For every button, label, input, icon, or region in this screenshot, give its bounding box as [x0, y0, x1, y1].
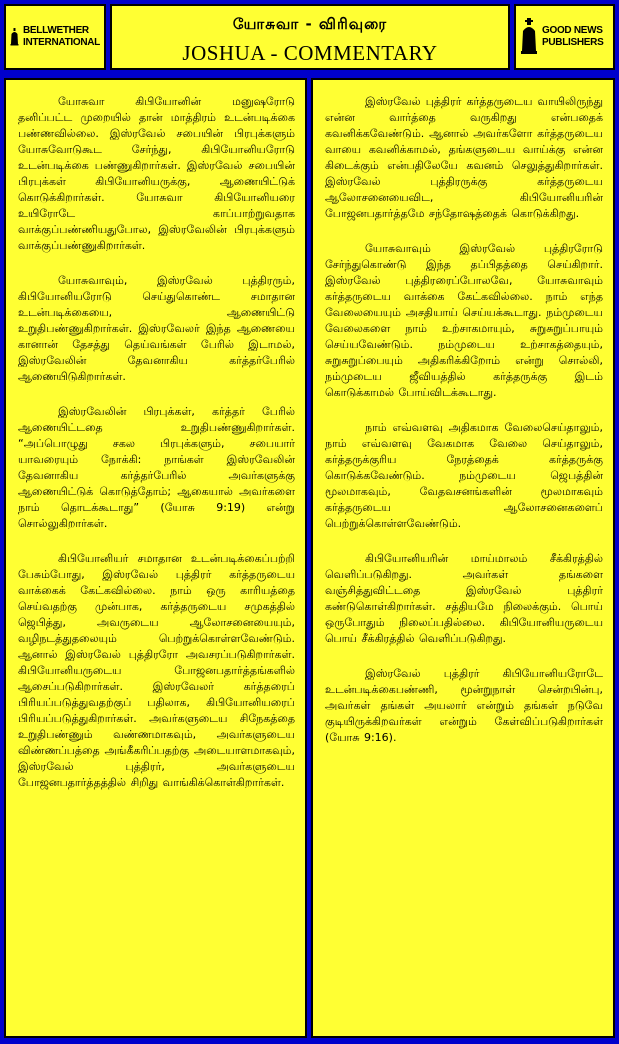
bellwether-logo — [4, 4, 106, 70]
bellwether-line2: INTERNATIONAL — [22, 37, 100, 48]
left-column — [4, 78, 307, 1038]
good-news-logo — [514, 4, 615, 70]
bellwether-icon — [10, 17, 19, 57]
title-box — [110, 4, 510, 70]
good-news-line2: PUBLISHERS — [542, 37, 604, 48]
paragraph: யோசுவாவும், இஸ்ரவேல் புத்திரரும், கிபியோனியரோடு செய்துகொண்ட சமாதான உடன்படிக்கையை, ஆணையிட்டு உறுதிபண்ணுகிறார்கள். இஸ்ரவேலர் இந்த ஆணையை கானான் தேசத்து தெய்வங்கள் பேரில் இடாமல், இஸ்ரவேலின் தேவனாகிய கர்த்தர்பேரில் ஆணையிடுகிறார்கள். — [18, 274, 295, 383]
paragraph: இஸ்ரவேல் புத்திரர் கிபியோனியரோடே உடன்படிக்கைபண்ணி, மூன்றுநாள் சென்றபின்பு, அவர்கள் தங்கள் அயலார் என்றும் தங்கள் நடுவே குடியிருக்கிறவர்கள் என்றும் கேள்விப்படுகிறார்கள் (யோசு 9:16). — [325, 667, 603, 744]
paragraph: யோசுவாவும் இஸ்ரவேல் புத்திரரோடு சேர்ந்துகொண்டு இந்த தப்பிதத்தை செய்கிறார். இஸ்ரவேல் புத்திரரைப்போலவே, யோசுவாவும் கர்த்தருடைய வாக்கை கேட்கவில்லை. நாம் எந்த வேலையையும் அசதியாய் செய்யக்கூடாது. நம்முடைய வேலைகளை நாம் உற்சாகமாயும், சுறுசுறுப்பாயும் செய்யவேண்டும். நம்முடைய உற்சாகத்தையும், சுறுசுறுப்பையும் அதிகரிக்கிறோம் என்று சொல்லி, நம்முடைய ஜீவியத்தில் கர்த்தருக்கு இடம் கொடுக்காமல் போய்விடக்கூடாது. — [325, 242, 603, 399]
paragraph: யோசுவா கிபியோனின் மனுஷரோடு தனிப்பட்ட முறையில் தான் மாத்திரம் உடன்படிக்கை பண்ணவில்லை. இஸ்ரவேல் சபையின் பிரபுக்களும் யோசுவோடுகூட சேர்ந்து, கிபியோனியரோடு உடன்படிக்கை பண்ணுகிறார்கள். இஸ்ரவேல் சபையின் பிரபுக்கள் கிபியோனியருக்கு, ஆணையிட்டுக் கொடுக்கிறார்கள். யோசுவா கிபியோனியரை உயிரோடே காப்பாற்றுவதாக வாக்குப்பண்ணியதுபோல, இஸ்ரவேலின் பிரபுக்களும் வாக்குப்பண்ணுகிறார்கள். — [18, 95, 295, 252]
paragraph: கிபியோனியர் சமாதான உடன்படிக்கைப்பற்றி பேசும்போது, இஸ்ரவேல் புத்திரர் கர்த்தருடைய வாக்கைக் கேட்கவில்லை. நாம் ஒரு காரியத்தை செய்வதற்கு முன்பாக, கர்த்தருடைய சமுகத்தில் ஜெபித்து, அவருடைய ஆலோசனையையும், வழிநடத்துதலையும் பெற்றுக்கொள்ளவேண்டும். ஆனால் இஸ்ரவேல் புத்திரரோ அவசரப்படுகிறார்கள். கிபியோனியருடைய போஜனபதார்த்தங்களில் ஆசைப்படுகிறார்கள். இஸ்ரவேலர் கர்த்தரைப் பிரியப்படுத்துவதற்குப் பதிலாக, கிபியோனியரைப் பிரியப்படுத்துகிறார்கள். அவர்களுடைய சிநேகத்தை உறுதிபண்ணும் வண்ணமாகவும், அவர்களுடைய விண்ணப்பத்தை அங்கீகரிப்பதற்கு அடையாளமாகவும், இஸ்ரவேல் புத்திரர், அவர்களுடைய போஜனபதார்த்தத்தில் சிறிது வாங்கிக்கொள்கிறார்கள். — [18, 552, 295, 789]
right-column — [311, 78, 615, 1038]
paragraph: இஸ்ரவேலின் பிரபுக்கள், கர்த்தர் பேரில் ஆணையிட்டதை உறுதிபண்ணுகிறார்கள். “அப்பொழுது சகல பிரபுக்களும், சபையார் யாவரையும் நோக்கி: நாங்கள் இஸ்ரவேலின் தேவனாகிய கர்த்தர்பேரில் அவர்களுக்கு ஆணையிட்டுக் கொடுத்தோம்; ஆகையால் அவர்களை நாம் தொடக்கூடாது” (யோசு 9:19) என்று சொல்லுகிறார்கள். — [18, 405, 295, 530]
good-news-icon — [520, 17, 538, 57]
paragraph: நாம் எவ்வளவு அதிகமாக வேலைசெய்தாலும், நாம் எவ்வளவு வேகமாக வேலை செய்தாலும், கர்த்தருக்குரிய நேரத்தைக் கர்த்தருக்கு கொடுக்கவேண்டும். நம்முடைய ஜெபத்தின் மூலமாகவும், வேதவசனங்களின் மூலமாகவும் கர்த்தருடைய ஆலோசனைகளைப் பெற்றுக்கொள்ளவேண்டும். — [325, 421, 603, 530]
paragraph: இஸ்ரவேல் புத்திரர் கர்த்தருடைய வாயிலிருந்து என்ன வார்த்தை வருகிறது என்பதைக் கவனிக்கவேண்டும். ஆனால் அவர்களோ கர்த்தருடைய வாயை கவனிக்காமல், தங்களுடைய வாய்க்கு என்ன கிடைக்கும் என்பதிலேயே கவனம் செலுத்துகிறார்கள். இஸ்ரவேல் புத்திரருக்கு கர்த்தருடைய ஆலோசனையைவிட, கிபியோனியரின் போஜனபதார்த்தமே சந்தோஷத்தைக் கொடுக்கிறது. — [325, 95, 603, 220]
paragraph: கிபியோனியரின் மாய்மாலம் சீக்கிரத்தில் வெளிப்படுகிறது. அவர்கள் தங்களை வஞ்சித்துவிட்டதை இஸ்ரவேல் புத்திரர் கண்டுகொள்கிறார்கள். சத்தியமே நிலைக்கும். பொய் ஒருபோதும் நிலைப்பதில்லை. கிபியோனியருடைய பொய் சீக்கிரத்தில் வெளிப்படுகிறது. — [325, 552, 603, 645]
title-english: JOSHUA - COMMENTARY — [182, 41, 438, 65]
good-news-line1: GOOD NEWS — [542, 25, 603, 36]
title-tamil: யோசுவா - விரிவுரை — [232, 15, 388, 33]
bellwether-line1: BELLWETHER — [22, 25, 89, 36]
page-header — [2, 2, 617, 74]
